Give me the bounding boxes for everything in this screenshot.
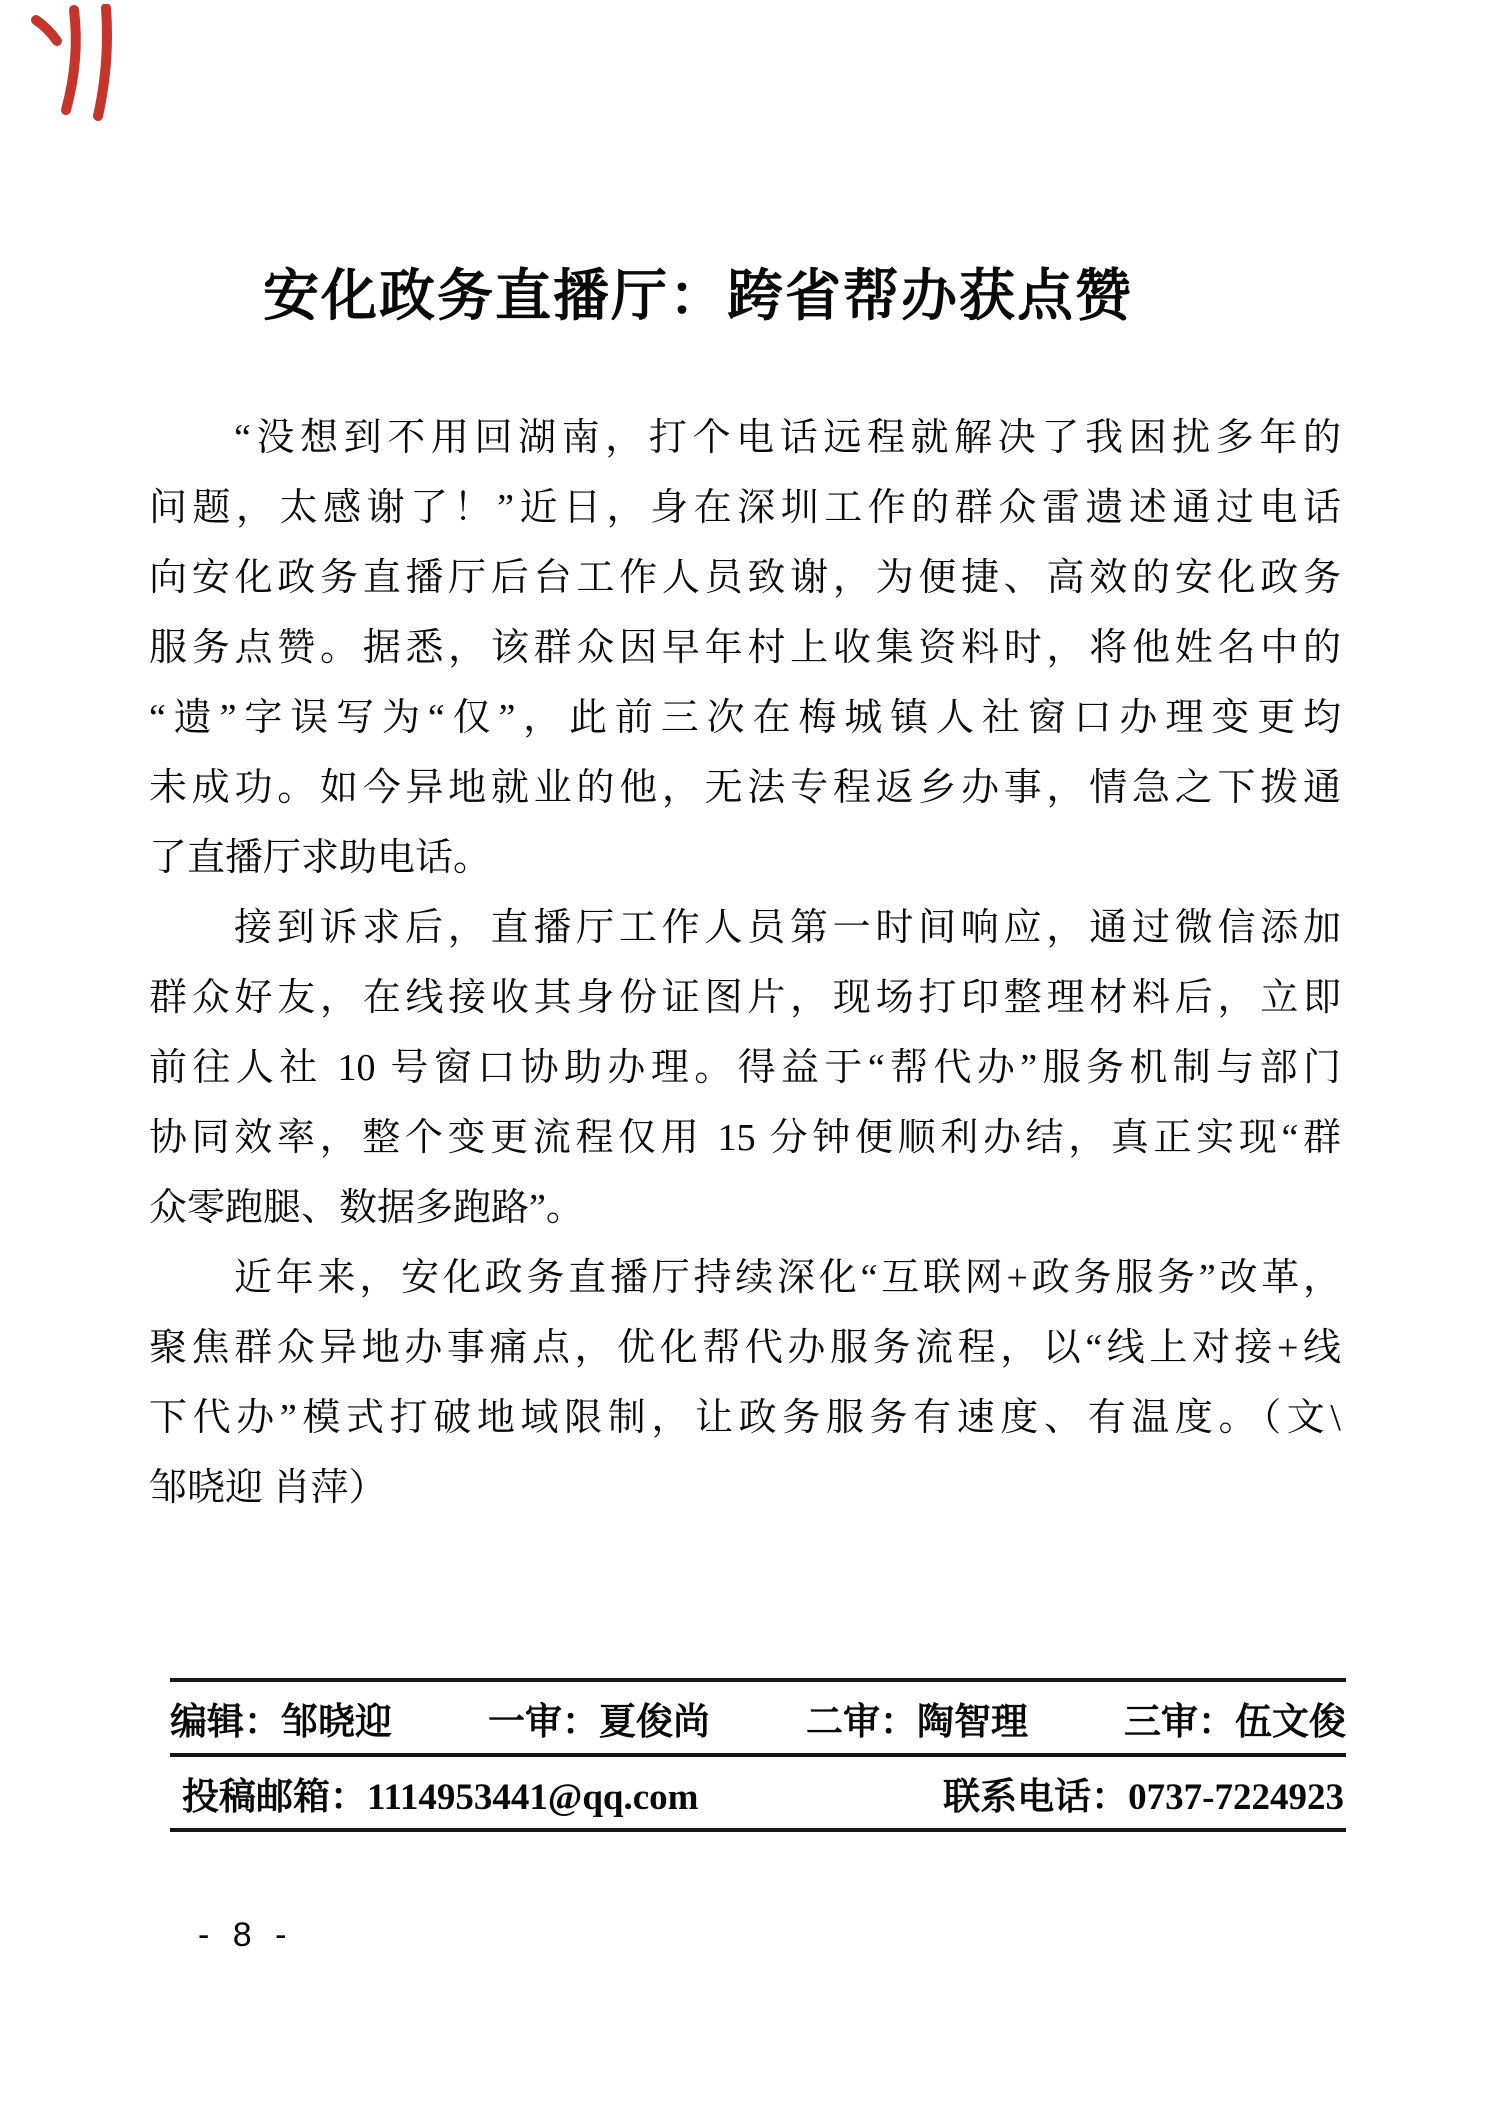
red-letterhead-remnant-marks [30, 4, 140, 124]
body-line: 近年来，安化政务直播厅持续深化“互联网+政务服务”改革， [234, 1257, 1341, 1299]
contact-phone: 联系电话：0737-7224923 [943, 1776, 1344, 1818]
body-line: 向安化政务直播厅后台工作人员致谢，为便捷、高效的安化政务 [149, 557, 1341, 599]
body-line: 聚焦群众异地办事痛点，优化帮代办服务流程，以“线上对接+线 [149, 1327, 1341, 1369]
review-credits-row [170, 1682, 1346, 1753]
body-line: “遗”字误写为“仅”，此前三次在梅城镇人社窗口办理变更均 [149, 697, 1341, 739]
footer-bottom-rule [170, 1828, 1346, 1832]
second-review-credit: 二审：陶智理 [806, 1701, 1028, 1743]
page-title: 安化政务直播厅：跨省帮办获点赞 [263, 264, 1133, 327]
body-line: 问题，太感谢了！”近日，身在深圳工作的群众雷遗述通过电话 [149, 487, 1341, 529]
body-line: 接到诉求后，直播厅工作人员第一时间响应，通过微信添加 [234, 907, 1341, 949]
body-line: 前往人社 10 号窗口协助办理。得益于“帮代办”服务机制与部门 [149, 1047, 1341, 1089]
body-line: 邹晓迎 肖萍） [149, 1467, 387, 1509]
footer-credits-box [170, 1678, 1346, 1832]
third-review-credit: 三审：伍文俊 [1124, 1701, 1346, 1743]
contact-row [170, 1757, 1346, 1828]
body-line: 服务点赞。据悉，该群众因早年村上收集资料时，将他姓名中的 [149, 627, 1341, 669]
body-line: 未成功。如今异地就业的他，无法专程返乡办事，情急之下拨通 [149, 767, 1341, 809]
submission-email: 投稿邮箱：1114953441@qq.com [182, 1776, 699, 1818]
page-number: - 8 - [198, 1916, 294, 1954]
body-line: “没想到不用回湖南，打个电话远程就解决了我困扰多年的 [234, 417, 1341, 459]
body-line: 群众好友，在线接收其身份证图片，现场打印整理材料后，立即 [149, 977, 1341, 1019]
body-line: 下代办”模式打破地域限制，让政务服务有速度、有温度。（文\ [149, 1397, 1341, 1439]
body-line: 众零跑腿、数据多跑路”。 [149, 1187, 584, 1229]
editor-credit: 编辑：邹晓迎 [170, 1701, 392, 1743]
article-body [149, 403, 1341, 1523]
body-line: 了直播厅求助电话。 [149, 837, 492, 879]
first-review-credit: 一审：夏俊尚 [488, 1701, 710, 1743]
body-line: 协同效率，整个变更流程仅用 15 分钟便顺利办结，真正实现“群 [149, 1117, 1341, 1159]
